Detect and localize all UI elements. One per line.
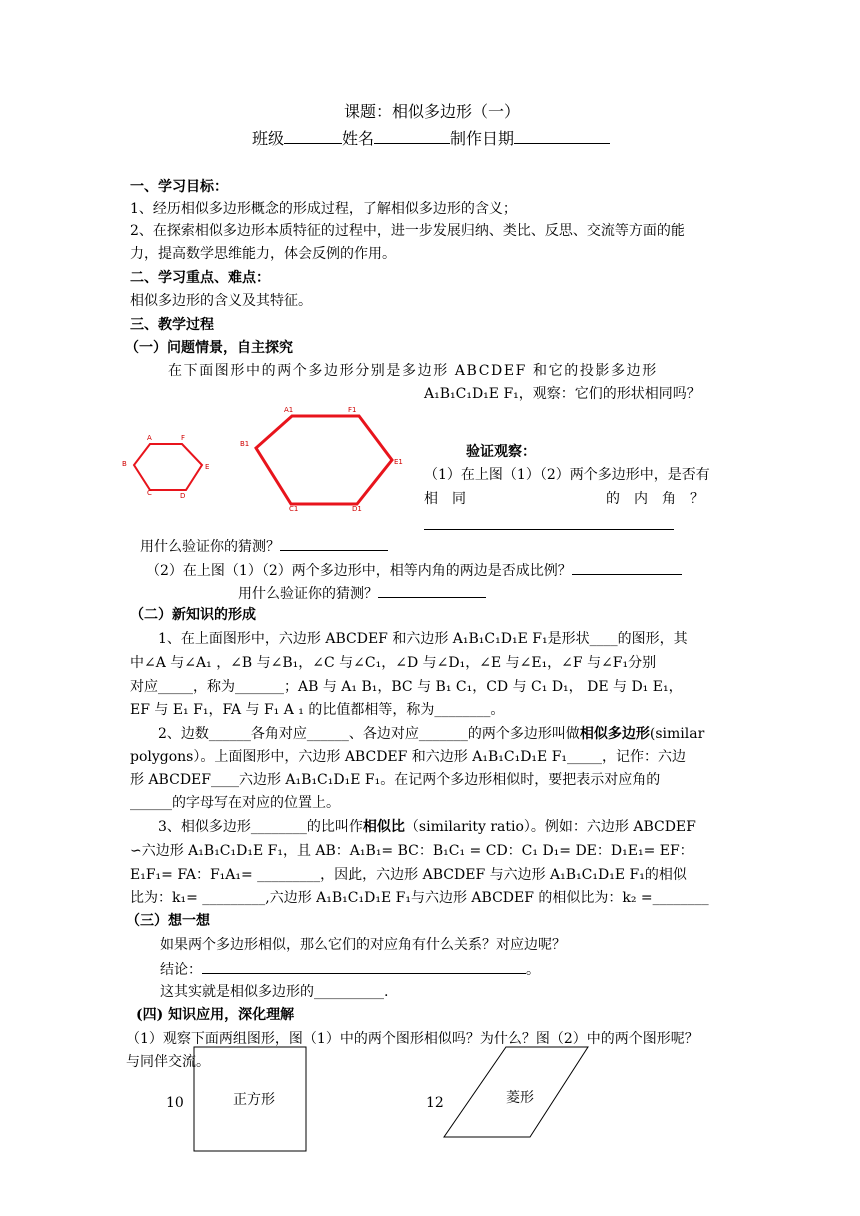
new-p2-line1-b: (similar — [649, 726, 705, 742]
verify-q1-line2-b: 的 内 角 ？ — [606, 491, 704, 507]
goals-heading: 一、学习目标： — [130, 179, 228, 195]
section-1-heading: （一）问题情景，自主探究 — [125, 340, 293, 356]
verify-q2-guess-text: 用什么验证你的猜测？ — [238, 586, 378, 602]
apply-q1-line1: （1）观察下面两组图形，图（1）中的两个图形相似吗？为什么？图（2）中的两个图形呢？ — [126, 1031, 699, 1047]
verify-q1-line2-a: 相 同 — [424, 491, 466, 507]
vertex-label-E1: E1 — [394, 458, 403, 466]
vertex-label-E: E — [205, 463, 210, 471]
conclusion-label: 结论： — [160, 962, 202, 978]
new-p3-line4: 比为：k₁= _________,六边形 A₁B₁C₁D₁E F₁与六边形 ABCDEF 的相似比为：k₂ =________ — [130, 890, 709, 906]
think-essence: 这其实就是相似多边形的__________. — [160, 984, 389, 1000]
new-p3-line3: E₁F₁= FA：F₁A₁= _________，因此，六边形 ABCDEF 与六边形 A₁B₁C₁D₁E F₁的相似 — [130, 867, 687, 883]
vertex-label-F1: F1 — [348, 406, 357, 414]
new-p2-line2: polygons）。上面图形中，六边形 ABCDEF 和六边形 A₁B₁C₁D₁E F₁_____，记作：六边 — [130, 749, 687, 765]
section-2-heading: （二）新知识的形成 — [130, 607, 256, 623]
vertex-label-C1: C1 — [289, 505, 299, 513]
section-4-heading: (四) 知识应用，深化理解 — [136, 1007, 295, 1023]
vertex-label-B1: B1 — [240, 440, 250, 448]
conclusion-end: 。 — [526, 962, 540, 978]
date-label: 制作日期 — [450, 129, 515, 148]
new-p1-line2: 中∠A 与∠A₁ ，∠B 与∠B₁，∠C 与∠C₁，∠D 与∠D₁，∠E 与∠E₁，∠F 与∠F₁分别 — [130, 655, 657, 671]
intro-line-2: A₁B₁C₁D₁E F₁，观察：它们的形状相同吗？ — [424, 386, 701, 402]
new-p2-line3: 形 ABCDEF____六边形 A₁B₁C₁D₁E F₁。在记两个多边形相似时，要把表示对应角的 — [130, 772, 661, 788]
goal-item-2-line2: 力，提高数学思维能力，体会反例的作用。 — [130, 246, 396, 262]
vertex-label-D: D — [180, 492, 186, 500]
new-p1-line3: 对应_____，称为_______；AB 与 A₁ B₁，BC 与 B₁ C₁，CD 与 C₁ D₁， DE 与 D₁ E₁， — [130, 679, 683, 695]
name-label: 姓名 — [342, 129, 375, 148]
new-p3-line2: ∽六边形 A₁B₁C₁D₁E F₁，且 AB：A₁B₁= BC：B₁C₁ = CD：C₁ D₁= DE：D₁E₁= EF： — [130, 843, 694, 859]
keypoints-text: 相似多边形的含义及其特征。 — [130, 293, 312, 309]
verify-q1-guess-text: 用什么验证你的猜测？ — [140, 539, 280, 555]
class-label: 班级 — [252, 129, 285, 148]
verify-q2-text: （2）在上图（1）（2）两个多边形中，相等内角的两边是否成比例？ — [146, 563, 572, 579]
vertex-label-B: B — [122, 460, 127, 468]
goal-item-1: 1、经历相似多边形概念的形成过程，了解相似多边形的含义； — [130, 201, 517, 217]
intro-line-1: 在下面图形中的两个多边形分别是多边形 ABCDEF 和它的投影多边形 — [168, 363, 658, 379]
keypoints-heading: 二、学习重点、难点： — [130, 270, 270, 286]
goal-item-2-line1: 2、在探索相似多边形本质特征的过程中，进一步发展归纳、类比、反思、交流等方面的能 — [130, 223, 685, 239]
vertex-label-F: F — [181, 434, 186, 442]
process-heading: 三、教学过程 — [130, 317, 214, 333]
rhombus-side-label: 12 — [426, 1095, 444, 1111]
term-similar-polygons: 相似多边形 — [579, 726, 650, 742]
new-p3-line1-b: （similarity ratio）。例如：六边形 ABCDEF — [404, 819, 696, 835]
rhombus-name-label: 菱形 — [506, 1090, 534, 1106]
page-title: 课题：相似多边形（一） — [344, 102, 521, 121]
think-question: 如果两个多边形相似，那么它们的对应角有什么关系？对应边呢？ — [160, 937, 566, 953]
verify-heading: 验证观察： — [466, 444, 536, 460]
term-similarity-ratio: 相似比 — [362, 819, 405, 835]
section-3-heading: （三）想一想 — [126, 913, 210, 929]
new-p1-line1: 1、在上面图形中，六边形 ABCDEF 和六边形 A₁B₁C₁D₁E F₁是形状____的图形，其 — [158, 631, 688, 647]
apply-q1-line2: 与同伴交流。 — [126, 1054, 210, 1070]
new-p1-line4: EF 与 E₁ F₁，FA 与 F₁ A ₁ 的比值都相等，称为________。 — [130, 702, 505, 718]
vertex-label-A1: A1 — [284, 406, 294, 414]
vertex-label-A: A — [147, 434, 152, 442]
square-name-label: 正方形 — [233, 1092, 275, 1108]
vertex-label-C: C — [147, 489, 152, 497]
new-p2-line1-a: 2、边数______各角对应______、各边对应_______的两个多边形叫做 — [158, 726, 580, 742]
new-p2-line4: ______的字母写在对应的位置上。 — [130, 795, 340, 811]
square-side-label: 10 — [166, 1095, 184, 1111]
vertex-label-D1: D1 — [352, 505, 362, 513]
new-p3-line1-a: 3、相似多边形________的比叫作 — [158, 819, 363, 835]
verify-q1-line1: （1）在上图（1）（2）两个多边形中，是否有 — [424, 467, 710, 483]
